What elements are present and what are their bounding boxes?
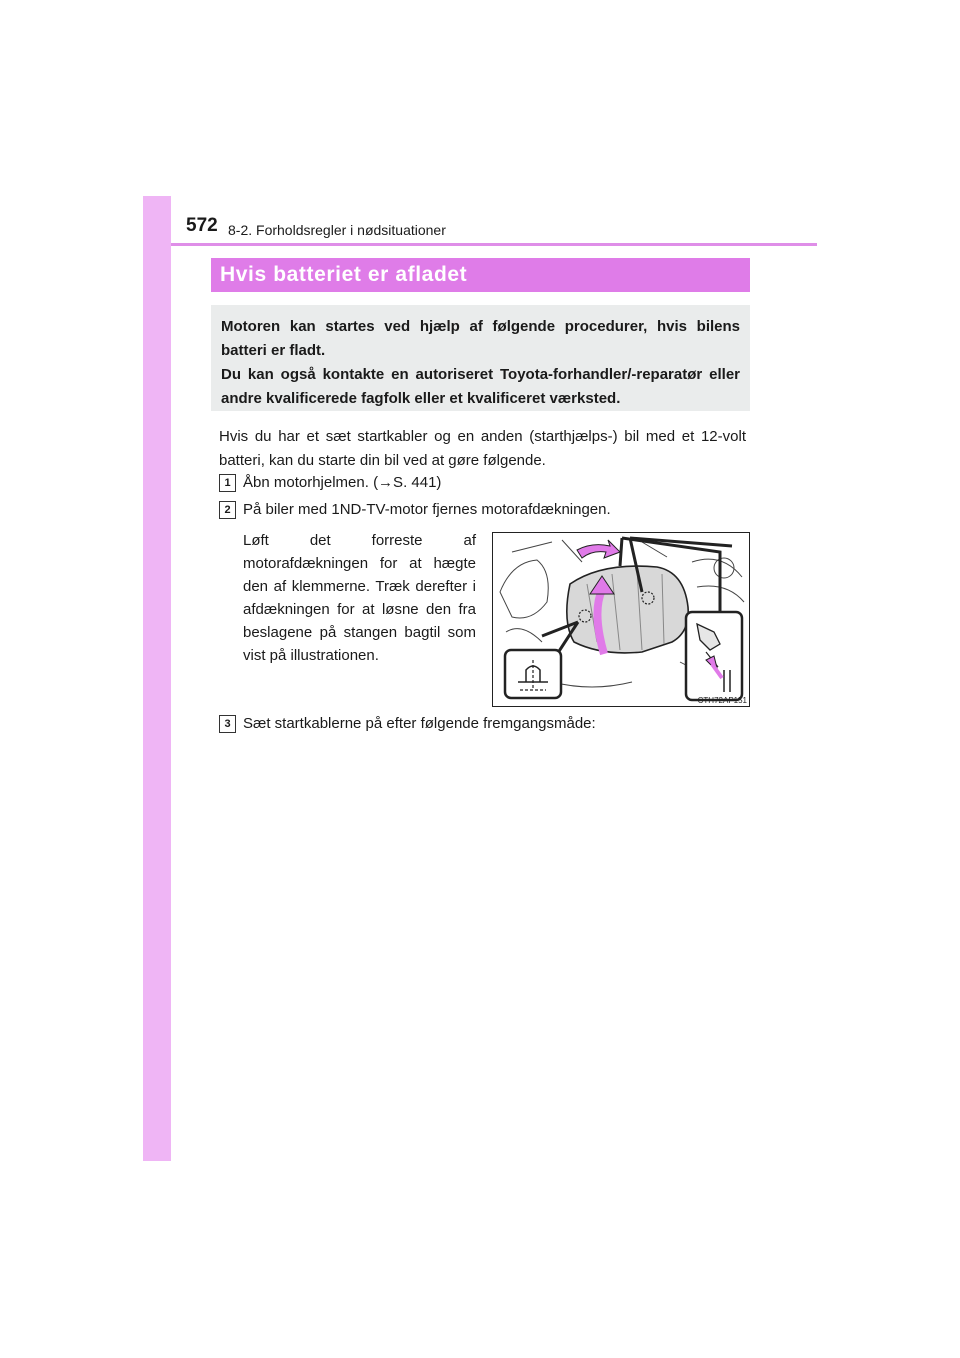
intro-box [211, 305, 750, 411]
step-2-text: På biler med 1ND-TV-motor fjernes motorafdækningen. [243, 501, 611, 518]
step-2-badge: 2 [219, 501, 236, 519]
figure-code: CTH72AP151 [697, 696, 747, 705]
chapter-side-tab [143, 196, 171, 1161]
intro-text-1: Motoren kan startes ved hjælp af følgende procedurer, hvis bilens batteri er fladt. [221, 318, 740, 359]
step-2-detail: Løft det forreste af motorafdækningen for at hægte den af klemmerne. Træk derefter i afdækningen for at løsne den fra beslagene på stangen bagtil som vist på illustrationen. [243, 532, 476, 664]
engine-cover-illustration [492, 532, 750, 707]
chapter-title: 8-2. Forholdsregler i nødsituationer [228, 222, 446, 238]
step-3-text: Sæt startkablerne på efter følgende fremgangsmåde: [243, 715, 596, 732]
step-1-badge: 1 [219, 474, 236, 492]
header-divider [171, 243, 817, 246]
section-title: Hvis batteriet er afladet [211, 258, 750, 292]
step-1-text: Åbn motorhjelmen. (→S. 441) [243, 474, 442, 491]
body-paragraph: Hvis du har et sæt startkabler og en anden (starthjælps-) bil med et 12-volt batteri, kan du starte din bil ved at gøre følgende. [219, 428, 746, 469]
step-3-badge: 3 [219, 715, 236, 733]
page-number: 572 [186, 215, 218, 236]
intro-text-2: Du kan også kontakte en autoriseret Toyota-forhandler/-reparatør eller andre kvalificerede fagfolk eller et kvalificeret værksted. [221, 366, 740, 407]
